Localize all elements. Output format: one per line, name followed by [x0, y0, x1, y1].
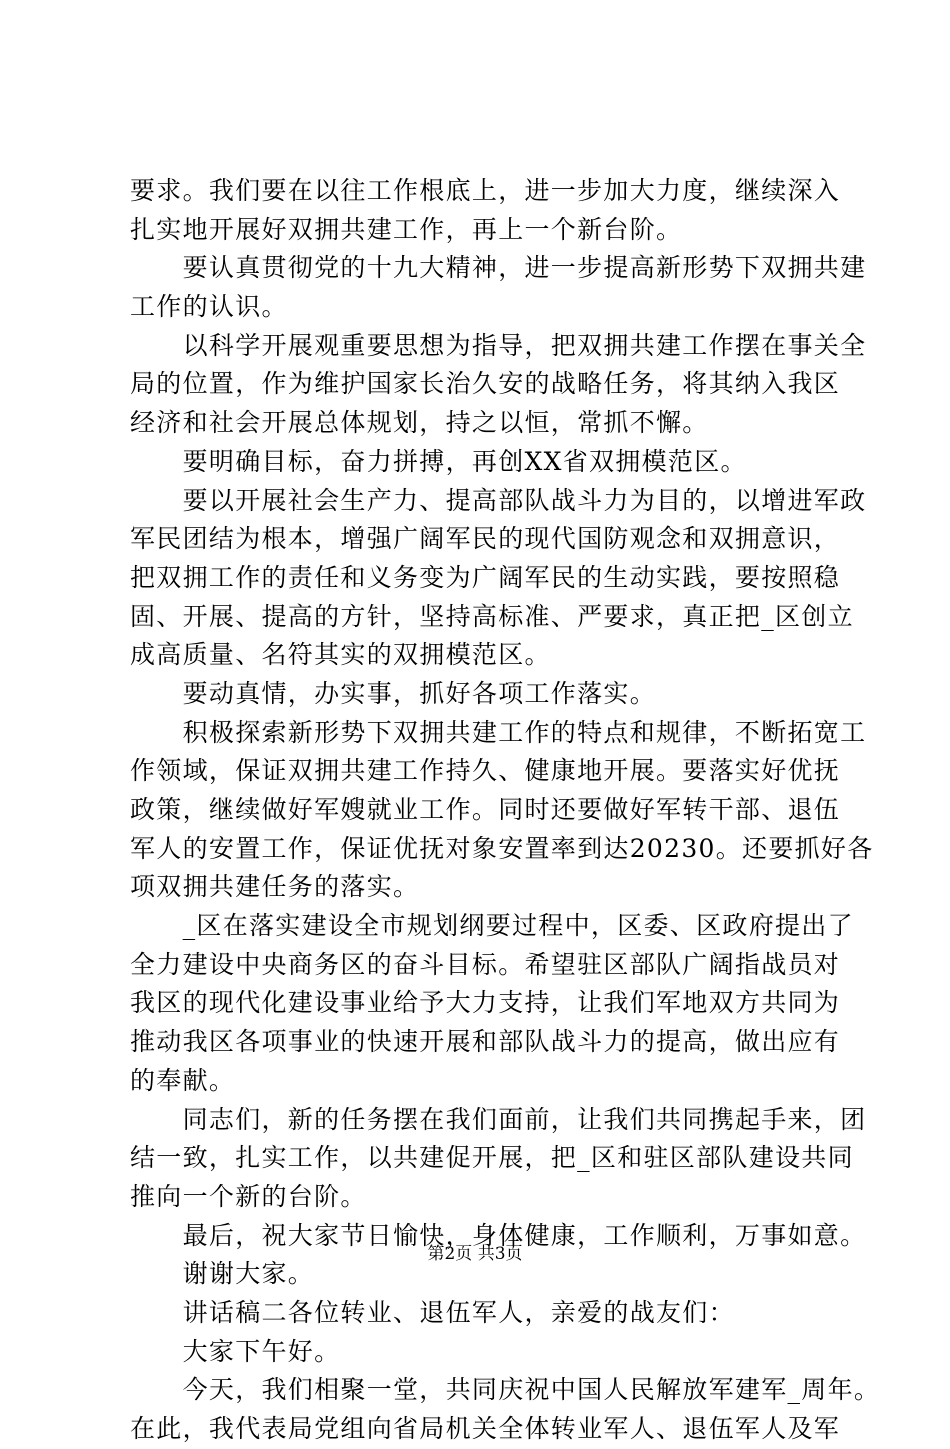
text-line: 我区的现代化建设事业给予大力支持，让我们军地双方共同为 — [130, 988, 841, 1018]
text-line: 要求。我们要在以往工作根底上，进一步加大力度，继续深入 — [130, 176, 841, 205]
text-line: 扎实地开展好双拥共建工作，再上一个新台阶。 — [130, 214, 683, 244]
text-line: 成高质量、名符其实的双拥模范区。 — [130, 640, 551, 670]
text-line: 要以开展社会生产力、提高部队战斗力为目的，以增进军政 — [130, 485, 867, 515]
text-line: 作领域，保证双拥共建工作持久、健康地开展。要落实好优抚 — [130, 756, 841, 786]
text-line: 推向一个新的台阶。 — [130, 1181, 367, 1211]
text-line: 以科学开展观重要思想为指导，把双拥共建工作摆在事关全 — [130, 330, 867, 360]
text-line: 积极探索新形势下双拥共建工作的特点和规律，不断拓宽工 — [130, 717, 867, 747]
text-line: 工作的认识。 — [130, 292, 288, 322]
text-line: 固、开展、提高的方针，坚持高标准、严要求，真正把_区创立 — [130, 601, 854, 631]
text-line: 把双拥工作的责任和义务变为广阔军民的生动实践，要按照稳 — [130, 562, 841, 592]
text-line: 今天，我们相聚一堂，共同庆祝中国人民解放军建军_周年。 — [130, 1375, 881, 1405]
text-line: 在此，我代表局党组向省局机关全体转业军人、退伍军人及军 — [130, 1414, 841, 1443]
text-line: 项双拥共建任务的落实。 — [130, 872, 420, 902]
text-line: 全力建设中央商务区的奋斗目标。希望驻区部队广阔指战员对 — [130, 949, 841, 979]
text-line: 要认真贯彻党的十九大精神，进一步提高新形势下双拥共建 — [130, 253, 867, 283]
text-line: 最后，祝大家节日愉快，身体健康，工作顺利，万事如意。 — [130, 1220, 867, 1250]
text-line: 推动我区各项事业的快速开展和部队战斗力的提高，做出应有 — [130, 1027, 841, 1057]
text-line: 结一致，扎实工作，以共建促开展，把_区和驻区部队建设共同 — [130, 1143, 854, 1173]
text-line: 的奉献。 — [130, 1065, 236, 1095]
text-line: 军人的安置工作，保证优抚对象安置率到达20230。还要抓好各 — [130, 833, 874, 863]
text-line: _区在落实建设全市规划纲要过程中，区委、区政府提出了 — [130, 911, 854, 941]
text-line: 政策，继续做好军嫂就业工作。同时还要做好军转干部、退伍 — [130, 795, 841, 824]
text-line: 要动真情，办实事，抓好各项工作落实。 — [130, 678, 657, 708]
text-line: 谢谢大家。 — [130, 1259, 315, 1289]
text-line: 要明确目标，奋力拼搏，再创XX省双拥模范区。 — [130, 446, 747, 476]
text-line: 军民团结为根本，增强广阔军民的现代国防观念和双拥意识， — [130, 524, 841, 554]
text-line: 讲话稿二各位转业、退伍军人，亲爱的战友们： — [130, 1297, 735, 1327]
text-line: 经济和社会开展总体规划，持之以恒，常抓不懈。 — [130, 408, 709, 438]
page-number-footer: 第2页 共3页 — [427, 1244, 523, 1264]
text-line: 大家下午好。 — [130, 1336, 341, 1366]
text-line: 同志们，新的任务摆在我们面前，让我们共同携起手来，团 — [130, 1104, 867, 1134]
text-line: 局的位置，作为维护国家长治久安的战略任务，将其纳入我区 — [130, 369, 841, 399]
